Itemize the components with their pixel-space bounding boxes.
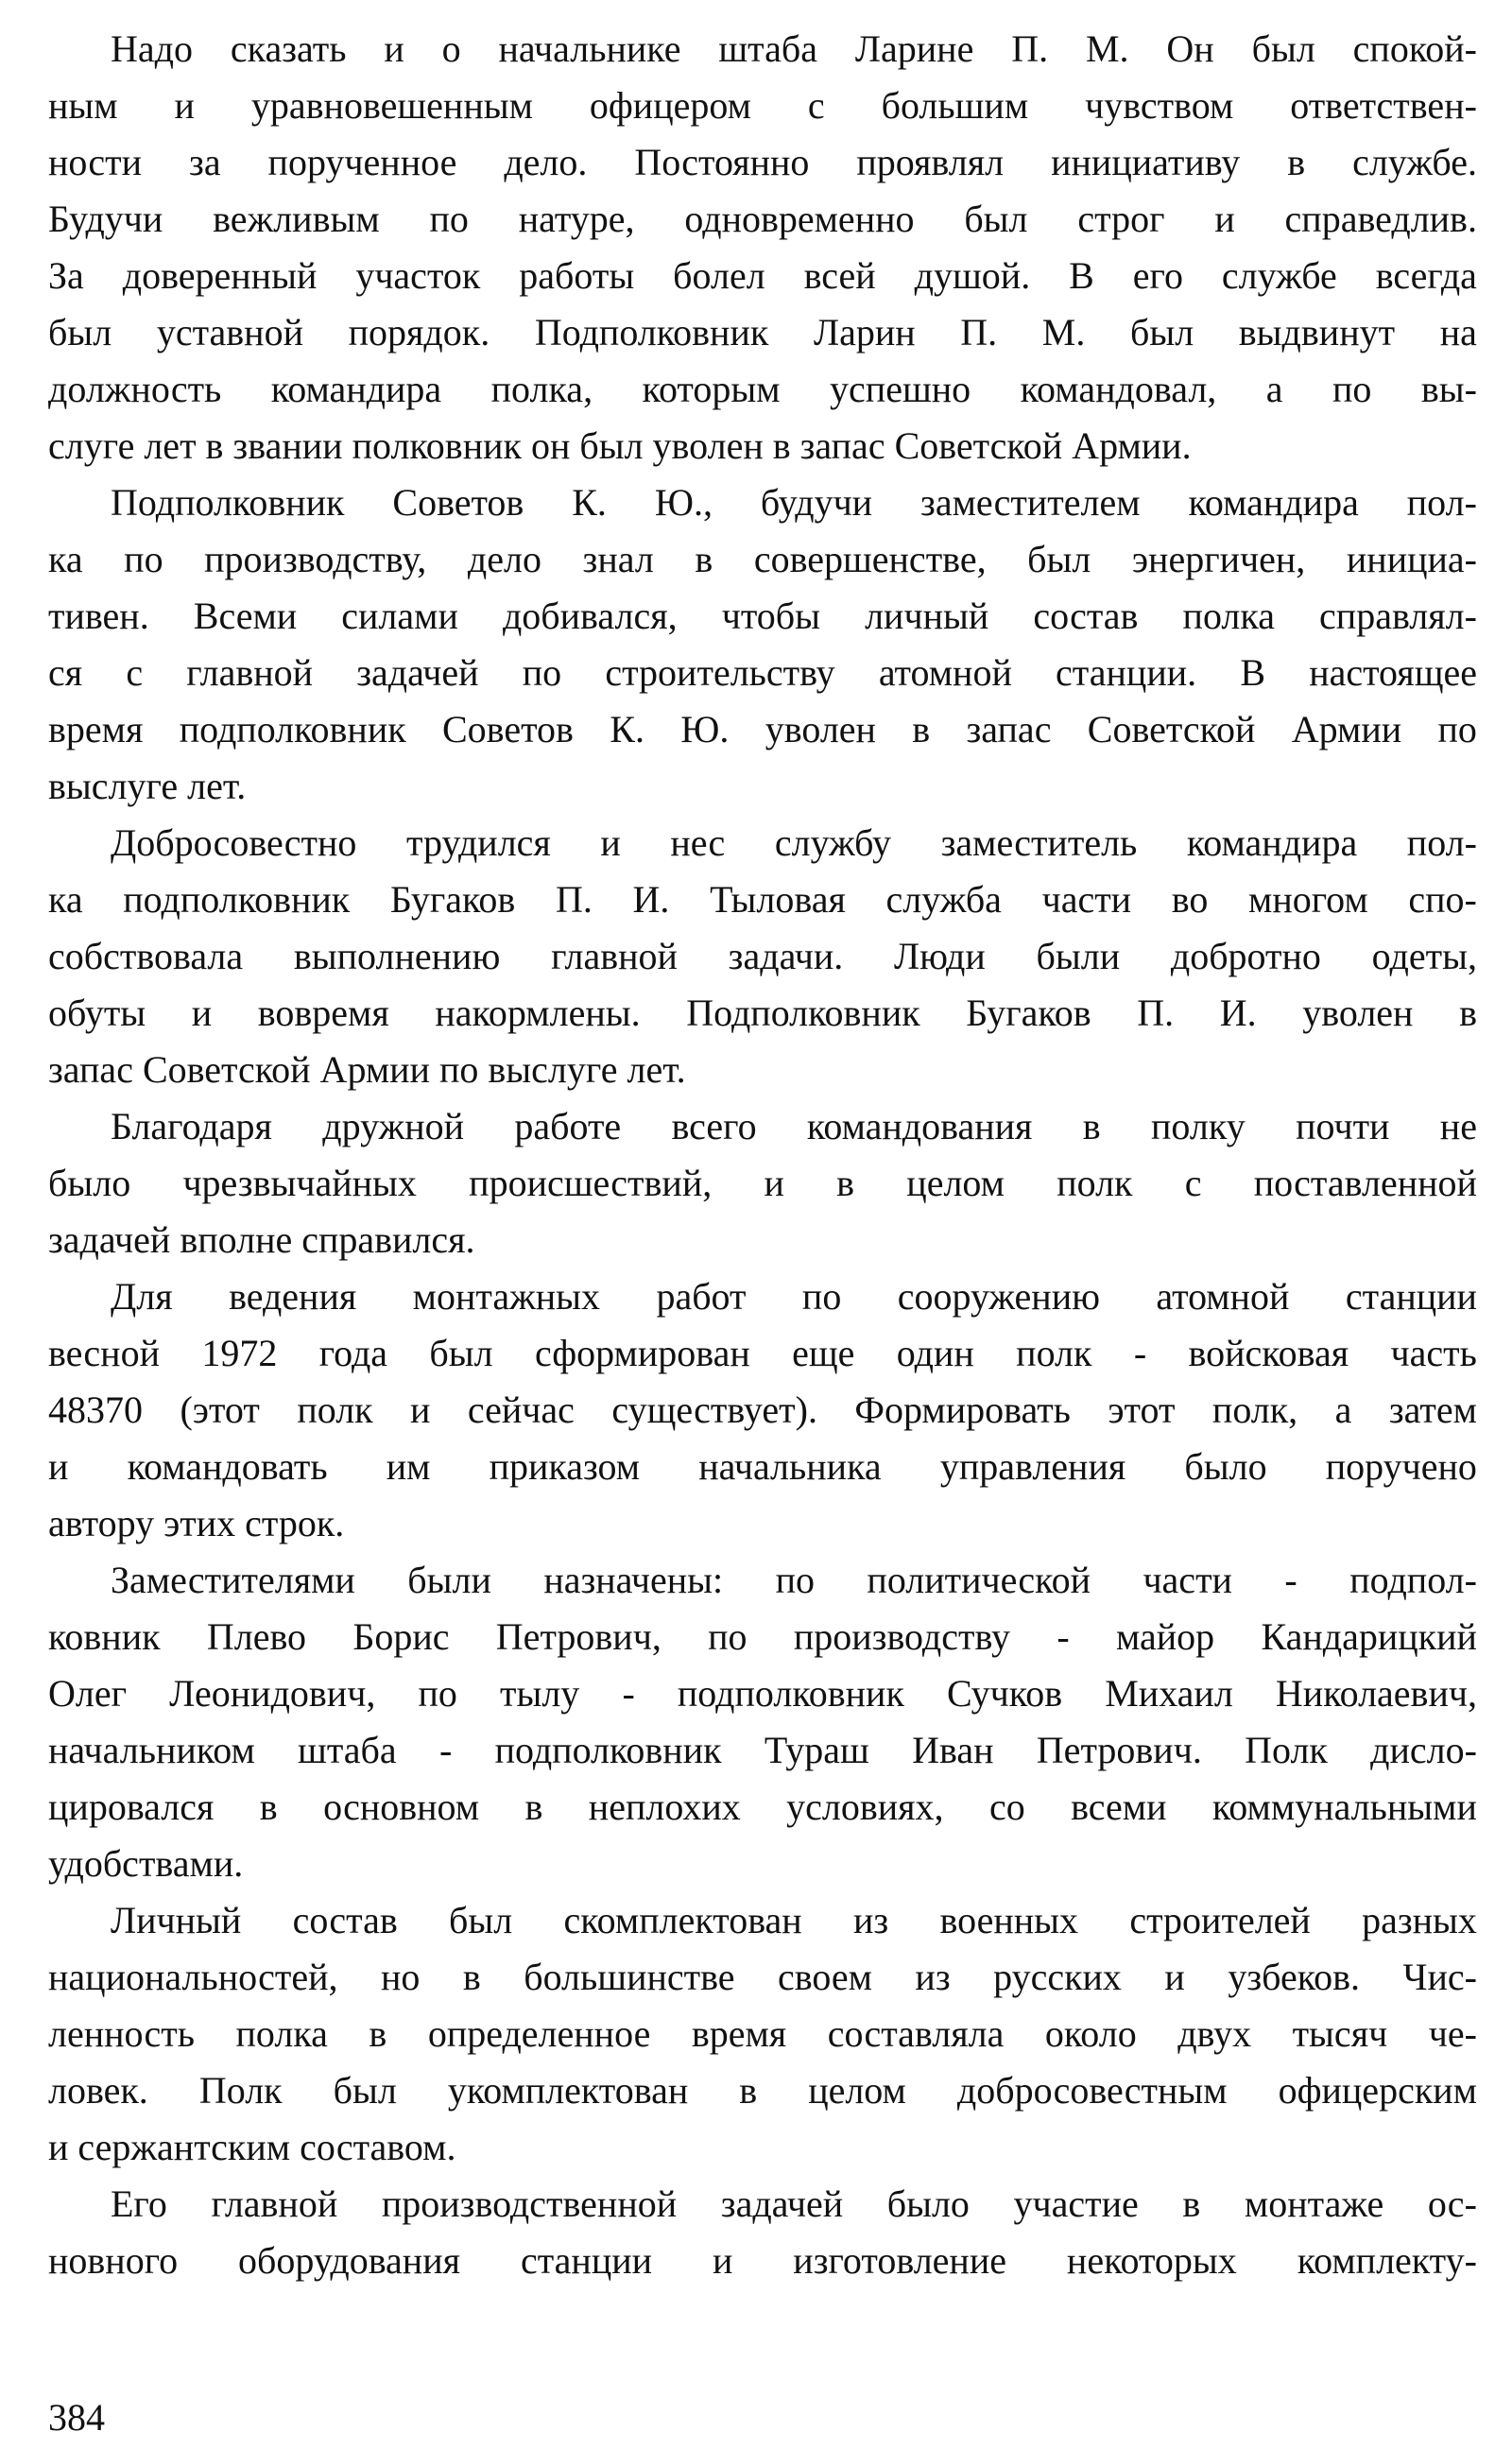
paragraph [48,1892,1477,2176]
text-line: был уставной порядок. Подполковник Ларин П. М. был выдвинут на [48,311,1477,354]
text-line: Олег Леонидович, по тылу - подполковник Сучков Михаил Николаевич, [48,1672,1477,1715]
text-line: Добросовестно трудился и нес службу заместитель командира пол- [111,821,1477,864]
paragraph [48,1268,1477,1552]
text-line: тивен. Всеми силами добивался, чтобы личный состав полка справлял- [48,595,1477,637]
text-line: ловек. Полк был укомплектован в целом добросовестным офицерским [48,2069,1477,2112]
text-line: Личный состав был скомплектован из военных строителей разных [111,1899,1477,1941]
text-line: автору этих строк. [48,1502,345,1544]
text-line: За доверенный участок работы болел всей душой. В его службе всегда [48,254,1477,297]
text-line: ленность полка в определенное время составляла около двух тысяч че- [48,2012,1477,2055]
text-line: Благодаря дружной работе всего командования в полку почти не [111,1105,1477,1147]
paragraph [48,1552,1477,1892]
text-line: национальностей, но в большинстве своем из русских и узбеков. Чис- [48,1956,1477,1998]
paragraph [48,2176,1477,2289]
text-line: запас Советской Армии по выслуге лет. [48,1048,686,1091]
text-line: задачей вполне справился. [48,1218,475,1261]
text-line: начальником штаба - подполковник Тураш Иван Петрович. Полк дисло- [48,1729,1477,1771]
paragraph [48,1098,1477,1268]
text-line: слуге лет в звании полковник он был уволен в запас Советской Армии. [48,424,1192,467]
text-line: и сержантским составом. [48,2126,456,2168]
text-line: весной 1972 года был сформирован еще один полк - войсковая часть [48,1332,1477,1374]
text-line: должность командира полка, которым успешно командовал, а по вы- [48,368,1477,410]
text-line: выслуге лет. [48,765,247,807]
text-line: ным и уравновешенным офицером с большим чувством ответствен- [48,84,1477,127]
text-line: Надо сказать и о начальнике штаба Ларине П. М. Он был спокой- [111,27,1477,70]
text-line: и командовать им приказом начальника управления было поручено [48,1445,1477,1488]
text-line: Его главной производственной задачей было участие в монтаже ос- [111,2182,1477,2225]
paragraph [48,815,1477,1098]
text-line: Заместителями были назначены: по политической части - подпол- [111,1559,1477,1601]
text-line: 48370 (этот полк и сейчас существует). Формировать этот полк, а затем [48,1388,1477,1431]
text-line: ка по производству, дело знал в совершенстве, был энергичен, инициа- [48,538,1477,580]
text-line: удобствами. [48,1842,244,1885]
text-line: было чрезвычайных происшествий, и в целом полк с поставленной [48,1162,1477,1204]
text-line: Для ведения монтажных работ по сооружению атомной станции [111,1275,1477,1318]
text-line: ности за порученное дело. Постоянно проявлял инициативу в службе. [48,141,1477,183]
paragraph [48,474,1477,815]
text-line: цировался в основном в неплохих условиях, со всеми коммунальными [48,1785,1477,1828]
text-line: собствовала выполнению главной задачи. Люди были добротно одеты, [48,935,1477,977]
text-line: ковник Плево Борис Петрович, по производству - майор Кандарицкий [48,1615,1477,1658]
text-line: ся с главной задачей по строительству атомной станции. В настоящее [48,651,1477,694]
page-number: 384 [48,2396,105,2439]
text-line: новного оборудования станции и изготовление некоторых комплекту- [48,2239,1477,2282]
text-line: ка подполковник Бугаков П. И. Тыловая служба части во многом спо- [48,878,1477,921]
text-line: Подполковник Советов К. Ю., будучи заместителем командира пол- [111,481,1477,524]
text-line: обуты и вовремя накормлены. Подполковник Бугаков П. И. уволен в [48,992,1477,1034]
page-body-text [48,21,1477,2289]
text-line: Будучи вежливым по натуре, одновременно был строг и справедлив. [48,198,1477,240]
paragraph [48,21,1477,474]
text-line: время подполковник Советов К. Ю. уволен в запас Советской Армии по [48,708,1477,750]
